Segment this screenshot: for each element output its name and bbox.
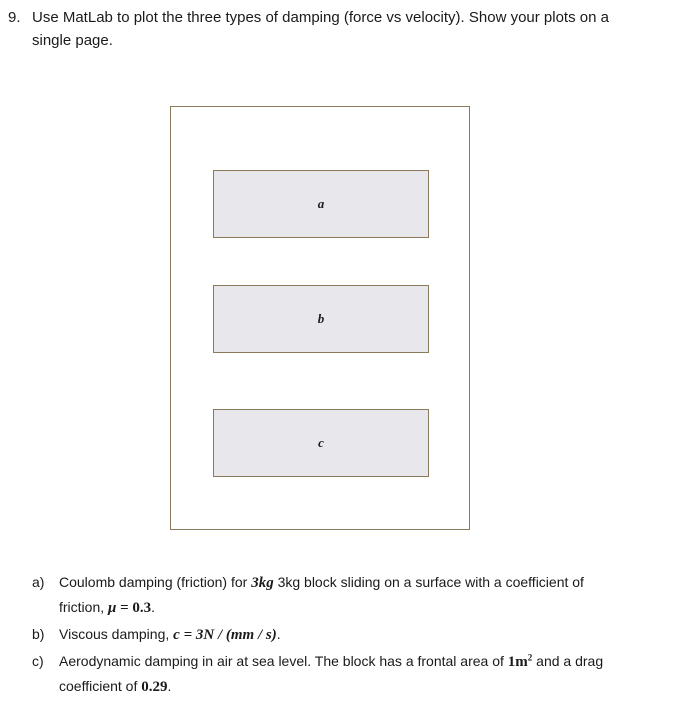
part-b-text-1: Viscous damping, (59, 626, 174, 642)
part-c-label: c) (32, 653, 44, 669)
part-b (32, 622, 672, 647)
part-b-label: b) (32, 626, 45, 642)
question-line-1: Use MatLab to plot the three types of damping (force vs velocity). Show your plots on a (32, 9, 609, 26)
part-a-mu-value: = 0.3 (116, 600, 152, 616)
part-c-area-exp: 2 (527, 652, 533, 663)
question-line-2: single page. (32, 32, 113, 49)
part-c-text-4: . (167, 678, 172, 694)
part-c-text-1: Aerodynamic damping in air at sea level. The block has a frontal area of (59, 653, 508, 669)
part-a-mu-symbol: μ (108, 600, 117, 616)
part-a-label: a) (32, 574, 45, 590)
single-page-frame (170, 106, 470, 530)
plot-placeholder-b (213, 285, 429, 353)
question-number: 9. (8, 9, 21, 26)
part-c-text-2: and a drag (532, 653, 604, 669)
part-a-mass: 3kg (251, 575, 274, 591)
part-b-text-2: . (276, 626, 281, 642)
part-c (32, 649, 672, 699)
plot-a-label: a (317, 196, 325, 211)
part-c-area: 1m (507, 654, 528, 670)
plot-placeholder-c (213, 409, 429, 477)
part-a-text-2: 3kg block sliding on a surface with a coefficient of (273, 574, 584, 590)
plot-b-label: b (317, 311, 325, 326)
part-c-cd: 0.29 (141, 679, 168, 695)
part-a (32, 570, 672, 620)
plot-c-label: c (318, 435, 324, 450)
parts-list (32, 570, 672, 701)
plot-placeholder-a (213, 170, 429, 238)
part-a-text-4: . (151, 599, 156, 615)
question-9 (8, 6, 673, 52)
part-c-text-3: coefficient of (59, 678, 142, 694)
question-text (32, 6, 673, 52)
part-a-text-1: Coulomb damping (friction) for (59, 574, 252, 590)
part-b-c-value: = 3N / (mm / s) (179, 627, 277, 643)
part-a-text-3: friction, (59, 599, 109, 615)
part-b-c-symbol: c (173, 627, 180, 643)
